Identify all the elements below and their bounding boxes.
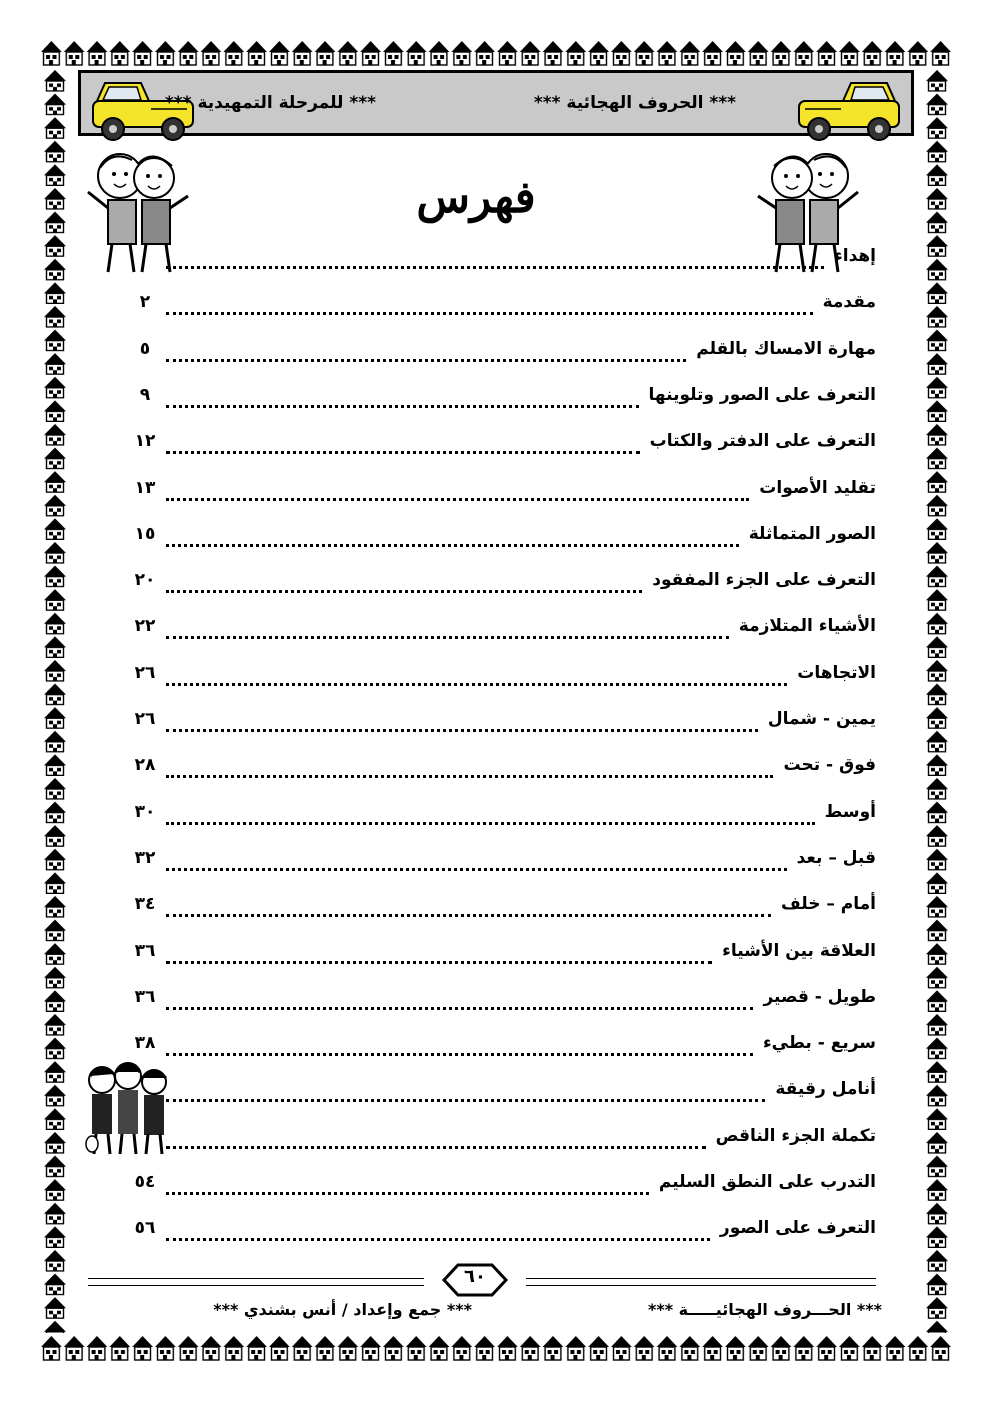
toc-label: التعرف على الصور وتلوينها [648,384,876,405]
header-stage: *** للمرحلة التمهيدية *** [164,93,376,113]
toc-label: التعرف على الصور [719,1218,876,1239]
toc-page-number: ٢٦ [134,709,156,729]
toc-page-number: ٣٨ [134,1033,156,1054]
page-number: ٦٠ [464,1266,486,1287]
toc-label: الاتجاهات [797,662,876,683]
toc-row [120,707,876,737]
toc-page-number: ٢٢ [134,616,156,637]
toc-leader [166,951,712,964]
house-icon-border-bottom [40,1333,952,1363]
toc-leader [166,349,686,362]
toc-label: أمام – خلف [781,894,876,915]
toc-row [120,522,876,552]
page-title: فهرس [416,172,536,223]
toc-leader [166,1228,710,1241]
toc-row [120,985,876,1015]
children-icon [84,1062,174,1162]
footer-author: *** جمع وإعداد / أنس بشندي *** [213,1300,472,1319]
toc-page-number: ١٥ [134,523,156,544]
toc-label: سريع - بطيء [762,1033,876,1054]
house-icon-border-right [922,68,952,1333]
toc-row [120,1170,876,1200]
toc-label: الأشياء المتلازمة [738,616,876,637]
toc-row [120,753,876,783]
toc-row [120,476,876,506]
toc-label: أوسط [824,801,876,822]
toc-page-number: ٣٦ [134,940,156,961]
toc-page-number: ١٣ [134,477,156,498]
toc-page-number: ٥٤ [134,1172,156,1192]
toc-row [120,1077,876,1107]
toc-row [120,661,876,691]
toc-label: مهارة الامساك بالقلم [696,338,876,359]
toc-leader [166,1089,765,1102]
toc-leader [166,997,753,1010]
toc-label: الصور المتماثلة [748,523,876,544]
toc-leader [166,719,758,732]
toc-label: طويل - قصير [763,986,876,1007]
toc-page-number: ٩ [139,384,151,405]
toc-label: فوق - تحت [783,755,876,776]
toc-label: أنامل رقيقة [775,1079,876,1100]
toc-page-number: ٥ [139,338,151,359]
toc-leader [166,858,787,871]
footer-divider [526,1278,876,1286]
header-banner [78,70,914,136]
toc-page-number: ٢ [139,292,151,313]
toc-row [120,800,876,830]
toc-row [120,337,876,367]
toc-row [120,290,876,320]
toc-page-number: ٣٤ [134,894,156,915]
toc-label: العلاقة بين الأشياء [722,940,876,961]
toc-leader [166,256,824,269]
toc-leader [166,302,813,315]
toc-leader [166,1136,706,1149]
toc-leader [166,580,642,593]
toc-row [120,383,876,413]
toc-leader [166,441,640,454]
toc-label: تقليد الأصوات [759,477,876,498]
toc-label: التعرف على الجزء المفقود [652,570,876,591]
toc-leader [166,1182,649,1195]
toc-page-number: ٣٠ [134,801,156,822]
toc-row [120,846,876,876]
toc-label: التعرف على الدفتر والكتاب [649,431,876,452]
toc-page-number: ٣٦ [134,986,156,1007]
toc-page-number: ٢٠ [134,570,156,591]
footer-title: *** الحـــروف الهجائيـــــة *** [647,1300,882,1319]
toc-page-number: ١٢ [134,431,156,452]
toc-label: مقدمة [822,292,876,313]
toc-label: تكملة الجزء الناقص [715,1125,876,1146]
footer-divider [88,1278,424,1286]
house-icon-border-left [40,68,70,1333]
toc-label: التدرب على النطق السليم [658,1172,876,1192]
header-title: *** الحروف الهجائية *** [533,93,736,113]
toc-leader [166,488,749,501]
toc-page-number: ٢٨ [134,755,156,776]
toc-leader [166,626,729,639]
toc-label: قبل – بعد [796,847,876,868]
toc-leader [166,812,815,825]
toc-row [120,568,876,598]
house-icon-border-top [40,38,952,68]
toc-page-number: ٥٦ [134,1218,156,1239]
toc-row [120,244,876,274]
truck-icon [795,79,903,145]
toc-leader [166,1043,753,1056]
toc-leader [166,904,771,917]
toc-leader [166,673,787,686]
toc-row [120,939,876,969]
toc-row [120,429,876,459]
toc-leader [166,765,773,778]
toc-row [120,1216,876,1246]
toc-row [120,614,876,644]
toc-leader [166,534,739,547]
toc-label: إهداء [834,246,876,266]
toc-row [120,1031,876,1061]
toc-page-number: ٣٢ [134,847,156,868]
toc-row [120,1124,876,1154]
toc-page-number: ٢٦ [134,662,156,683]
toc-leader [166,395,639,408]
toc-label: يمين - شمال [767,709,876,729]
toc-row [120,892,876,922]
